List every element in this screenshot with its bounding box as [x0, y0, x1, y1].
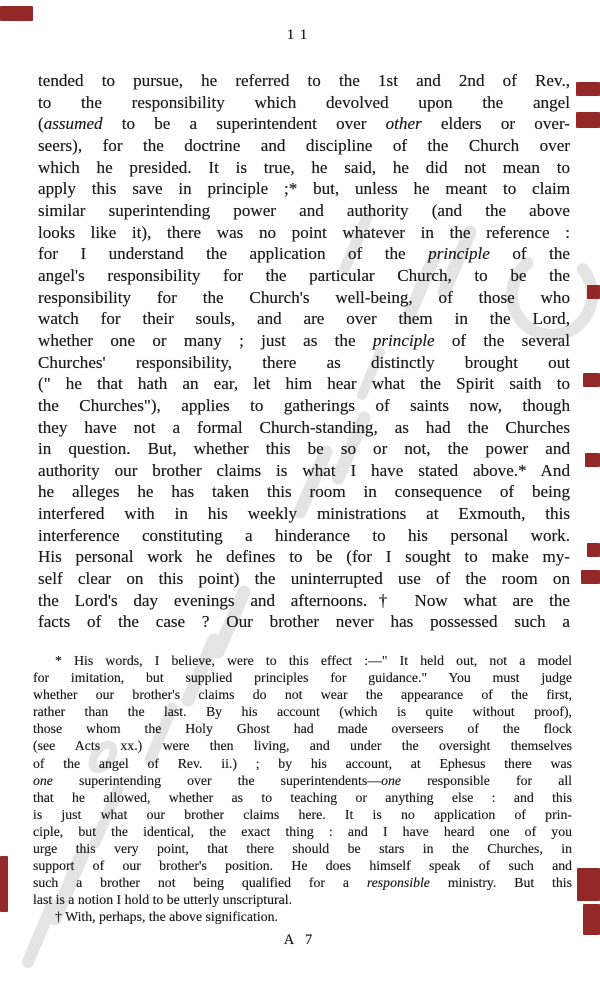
text-line: similar superintending power and authority (and the above	[38, 200, 570, 220]
text-line: His personal work he defines to be (for I sought to make my-	[38, 547, 570, 567]
text-line: of the angel of Rev. ii.) ; by his account, at Ephesus there was	[33, 755, 572, 771]
text-line: interfered with in his weekly ministrations at Exmouth, this	[38, 504, 570, 524]
text-line: urge this very point, that there should be stars in the Churches, in	[33, 841, 572, 857]
text-line: rather than the last. By his account (which is quite without proof),	[33, 704, 572, 720]
text-line: interference constituting a hinderance to his personal work.	[38, 525, 570, 545]
text-line: responsibility for the Church's well-being, of those who	[38, 287, 570, 307]
text-line: authority our brother claims is what I have stated above.* And	[38, 460, 570, 480]
text-line: whether one or many ; just as the principle of the several	[38, 330, 570, 350]
red-edge-mark	[585, 453, 600, 467]
text-line: the Churches"), applies to gatherings of saints now, though	[38, 395, 570, 415]
text-line: seers), for the doctrine and discipline of the Church over	[38, 135, 570, 155]
body-text-block	[38, 70, 570, 633]
text-line: in question. But, whether this be so or not, the power and	[38, 439, 570, 459]
text-line: * His words, I believe, were to this effect :—" It held out, not a model	[55, 653, 572, 668]
text-line: (assumed to be a superintendent over other elders or over-	[38, 114, 570, 134]
text-line: for imitation, but supplied principles for guidance." You must judge	[33, 670, 572, 686]
text-line: whether our brother's claims do not wear the appearance of the first,	[33, 687, 572, 703]
text-line: for I understand the application of the principle of the	[38, 244, 570, 264]
text-line: support of our brother's position. He does himself speak of such and	[33, 858, 572, 874]
text-line: (see Acts xx.) were then living, and under the oversight themselves	[33, 738, 572, 754]
text-line: tended to pursue, he referred to the 1st and 2nd of Rev.,	[38, 71, 570, 90]
red-edge-mark	[583, 904, 600, 935]
text-line: looks like it), there was no point whatever in the reference :	[38, 222, 570, 242]
red-edge-mark	[587, 543, 600, 557]
red-edge-mark	[0, 856, 8, 912]
text-line: last is a notion I hold to be utterly unscriptural.	[33, 892, 293, 908]
text-line: such a brother not being qualified for a responsible ministry. But this	[33, 875, 572, 891]
text-line: one superintending over the superintendents—one responsible for all	[33, 772, 572, 788]
text-line: which he presided. It is true, he said, he did not mean to	[38, 157, 570, 177]
text-line: ciple, but the identical, the exact thing : and I have heard one of you	[33, 823, 572, 839]
text-line: watch for their souls, and are over them in the Lord,	[38, 309, 570, 329]
red-edge-mark	[587, 285, 600, 299]
red-edge-mark	[576, 82, 600, 96]
text-line: he alleges he has taken this room in consequence of being	[38, 482, 570, 502]
text-line: Churches' responsibility, there as distinctly brought out	[38, 352, 570, 372]
text-line: angel's responsibility for the particular Church, to be the	[38, 265, 570, 285]
text-line: they have not a formal Church-standing, as had the Churches	[38, 417, 570, 437]
footnote-block	[33, 652, 572, 926]
page-number: 11	[286, 27, 314, 43]
text-line: † With, perhaps, the above signification.	[55, 909, 278, 925]
text-line: to the responsibility which devolved upon the angel	[38, 92, 570, 112]
red-edge-mark	[583, 373, 600, 387]
text-line: facts of the case ? Our brother never has possessed such a	[38, 612, 570, 632]
red-edge-mark	[0, 6, 33, 21]
text-line: is just what our brother claims here. It is no application of prin-	[33, 806, 572, 822]
red-edge-mark	[581, 570, 600, 584]
text-line: (" he that hath an ear, let him hear what the Spirit saith to	[38, 374, 570, 394]
red-edge-mark	[576, 112, 600, 128]
printer-signature: A 7	[283, 932, 317, 948]
text-line: the Lord's day evenings and afternoons.† Now what are the	[38, 590, 570, 610]
text-line: apply this save in principle ;* but, unless he meant to claim	[38, 179, 570, 199]
text-line: those whom the Holy Ghost had made overseers of the flock	[33, 721, 572, 737]
text-line: that he allowed, whether as to teaching or anything else : and this	[33, 789, 572, 805]
text-line: self clear on this point) the uninterrupted use of the room on	[38, 569, 570, 589]
red-edge-mark	[577, 868, 600, 901]
